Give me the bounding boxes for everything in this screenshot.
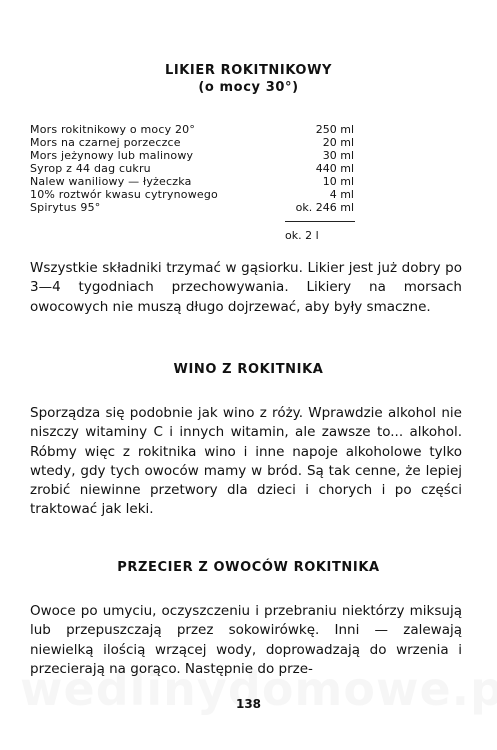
ingredients-table: [30, 123, 354, 214]
ingredient-row: [30, 149, 354, 162]
ingredient-amount: 250 ml: [315, 123, 354, 136]
ingredient-name: Mors na czarnej porzeczce: [30, 136, 181, 149]
ingredient-row: [30, 201, 354, 214]
ingredient-name: Mors rokitnikowy o mocy 20°: [30, 123, 196, 136]
ingredient-name: Mors jeżynowy lub malinowy: [30, 149, 194, 162]
recipe-title-przecier: PRZECIER Z OWOCÓW ROKITNIKA: [117, 560, 380, 575]
ingredient-amount: 10 ml: [322, 175, 354, 188]
ingredient-amount: 30 ml: [322, 149, 354, 162]
ingredient-name: Syrop z 44 dag cukru: [30, 162, 151, 175]
ingredient-name: Spirytus 95°: [30, 201, 101, 214]
ingredients-total: ok. 2 l: [285, 229, 319, 242]
przecier-paragraph: Owoce po umyciu, oczyszczeniu i przebraniu niektórzy miksują lub przepuszczają przez sokowirówkę. Inni — zalewają niewielką ilością wrzącej wody, doprowadzają do wrzenia i przecierają na gorąco. Następnie do prze-: [30, 603, 462, 677]
recipe-title-wino: WINO Z ROKITNIKA: [173, 362, 324, 377]
ingredient-amount: ok. 246 ml: [295, 201, 354, 214]
ingredient-amount: 440 ml: [315, 162, 354, 175]
ingredient-name: Nalew waniliowy — łyżeczka: [30, 175, 192, 188]
ingredient-amount: 4 ml: [329, 188, 354, 201]
ingredient-row: [30, 162, 354, 175]
ingredient-amount: 20 ml: [322, 136, 354, 149]
recipe-title-likier: LIKIER ROKITNIKOWY: [164, 63, 333, 78]
ingredient-row: [30, 188, 354, 201]
ingredient-row: [30, 136, 354, 149]
sum-divider-line: [285, 221, 355, 222]
likier-instructions-paragraph: Wszystkie składniki trzymać w gąsiorku. Likier jest już dobry po 3—4 tygodniach przechowywania. Likiery na morsach owocowych nie muszą długo dojrzewać, aby były smaczne.: [30, 260, 462, 315]
ingredient-row: [30, 175, 354, 188]
page-number: 138: [235, 697, 262, 711]
wino-paragraph: Sporządza się podobnie jak wino z róży. Wprawdzie alkohol nie niszczy witaminy C i innych witamin, ale zawsze to... alkohol. Róbmy więc z rokitnika wino i inne napoje alkoholowe tylko wtedy, gdy tych owoców mamy w bród. Są tak cenne, że lepiej zrobić niewinne przetwory dla dzieci i chorych i po części traktować jak leki.: [30, 405, 462, 518]
recipe-subtitle-strength: (o mocy 30°): [198, 80, 299, 95]
ingredient-name: 10% roztwór kwasu cytrynowego: [30, 188, 218, 201]
ingredient-row: [30, 123, 354, 136]
